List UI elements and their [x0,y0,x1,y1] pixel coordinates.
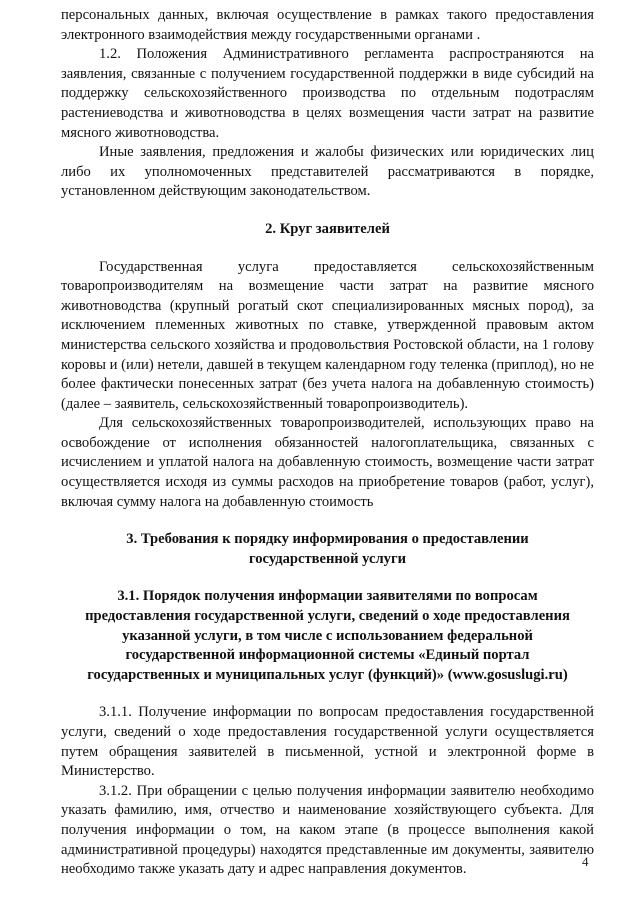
paragraph-1-2: 1.2. Положения Административного регламента распространяются на заявления, связанные с получением государственной поддержки в виде субсидий на поддержку сельскохозяйственного производства по отдельным подотраслям растениеводства и животноводства в целях возмещения части затрат на развитие мясного животноводства. [61,46,594,141]
paragraph-other-applications: Иные заявления, предложения и жалобы физических или юридических лиц либо их уполномоченных представителей рассматриваются в порядке, установленном действующим законодательством. [61,144,594,200]
section-3-title-line: государственной услуги [248,550,407,567]
section-2-title: 2. Круг заявителей [265,220,390,237]
document-page [61,6,594,880]
paragraph-3-1-1: 3.1.1. Получение информации по вопросам предоставления государственной услуги, сведений о ходе предоставления государственной услуги осуществляется путем обращения заявителей в письменной, устной и электронной форме в Министерство. [61,704,594,780]
section-2-paragraph-1: Государственная услуга предоставляется сельскохозяйственным товаропроизводителям на возмещение части затрат на развитие мясного животноводства (крупный рогатый скот специализированных мясных пород), за исключением племенных животных по ставке, утвержденной правовым актом министерства сельского хозяйства и продовольствия Ростовской области, на 1 голову коровы и (или) нетели, давшей в текущем календарном году теленка (приплод), но не более фактически понесенных затрат (без учета налога на добавленную стоимость) (далее – заявитель, сельскохозяйственный товаропроизводитель). [61,258,594,412]
section-3-1-title-line: государственных и муниципальных услуг (функций)» (www.gosuslugi.ru) [87,666,568,683]
page-number: 4 [582,854,589,869]
paragraph-3-1-2: 3.1.2. При обращении с целью получения информации заявителю необходимо указать фамилию, имя, отчество и наименование хозяйствующего субъекта. Для получения информации о том, на каком этапе (в процессе выполнения какой административной процедуры) находятся представленные им документы, заявителю необходимо также указать дату и адрес направления документов. [61,782,594,878]
section-3-1-title-line: 3.1. Порядок получения информации заявителями по вопросам [117,588,538,605]
section-2-paragraph-2: Для сельскохозяйственных товаропроизводителей, использующих право на освобождение от исполнения обязанностей налогоплательщика, связанных с исчислением и уплатой налога на добавленную стоимость, возмещение части затрат осуществляется исходя из суммы расходов на приобретение товаров (работ, услуг), включая сумму налога на добавленную стоимость [61,415,594,510]
paragraph-continuation: персональных данных, включая осуществление в рамках такого предоставления электронного взаимодействия между государственными органами . [61,7,594,43]
section-3-1-title-line: указанной услуги, в том числе с использованием федеральной [122,627,533,644]
section-3-title [61,530,594,569]
section-3-1-title [61,587,594,685]
section-3-1-title-line: предоставления государственной услуги, сведений о ходе предоставления [85,608,570,625]
section-3-title-line: 3. Требования к порядку информирования о предоставлении [126,531,529,548]
section-3-1-title-line: государственной информационной системы «Единый портал [125,647,530,664]
